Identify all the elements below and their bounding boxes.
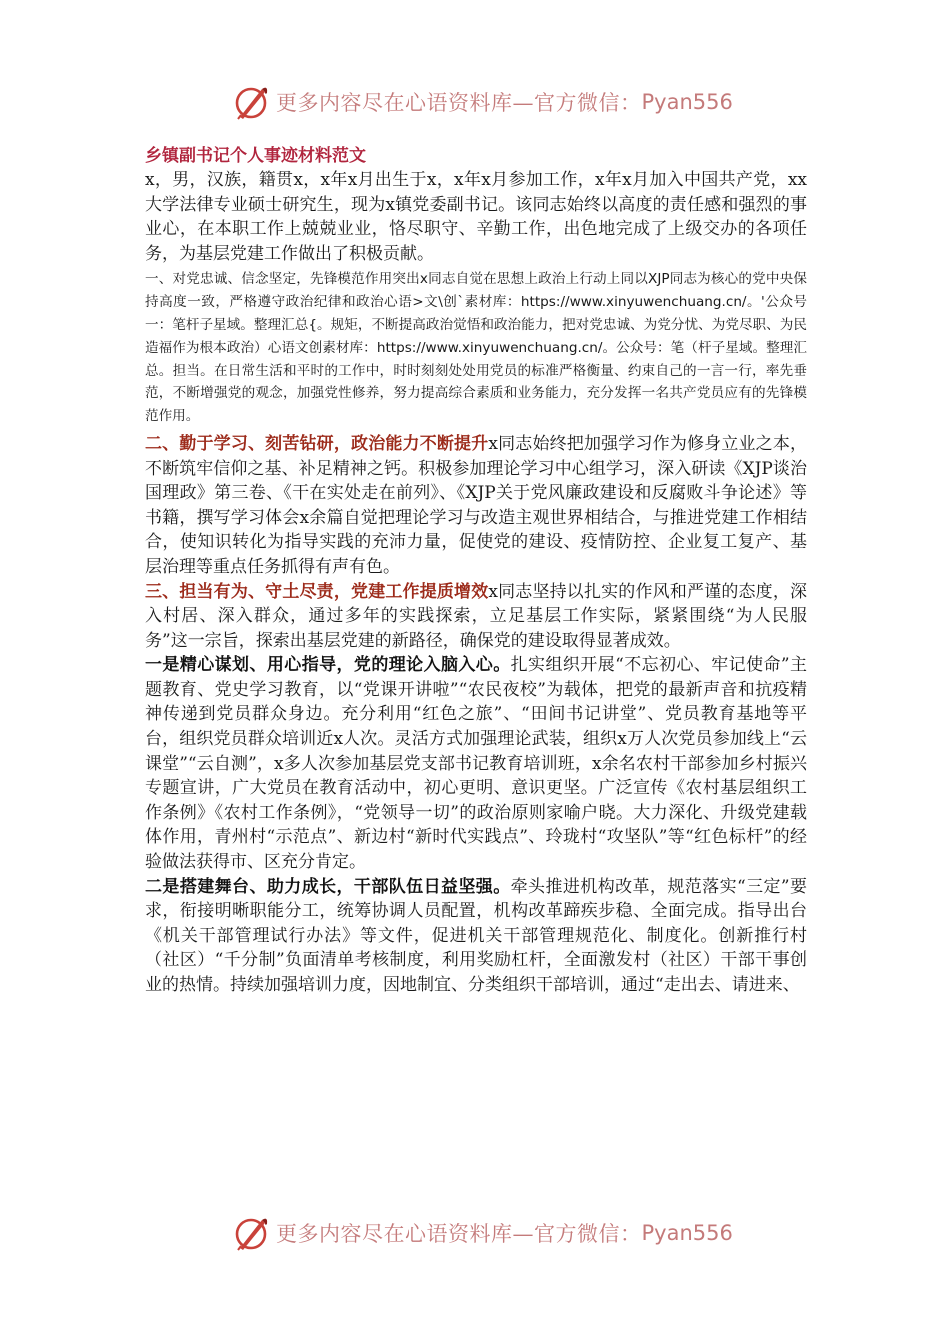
banner-wechat-id: Pyan556 — [641, 1221, 733, 1245]
document-body — [145, 144, 807, 998]
quill-pen-logo-icon — [232, 83, 270, 121]
banner-text: 更多内容尽在心语资料库—官方微信： — [276, 91, 642, 115]
section-3-heading: 三、担当有为、守土尽责，党建工作提质增效 — [145, 581, 489, 602]
section-3-paragraph — [145, 580, 807, 654]
intro-paragraph: x，男，汉族，籍贯x，x年x月出生于x，x年x月参加工作，x年x月加入中国共产党，xx大学法律专业硕士研究生，现为x镇党委副书记。该同志始终以高度的责任感和强烈的事业心，在本职工作上兢兢业业，恪尽职守、辛勤工作，出色地完成了上级交办的各项任务，为基层党建工作做出了积极贡献。 — [145, 170, 807, 264]
subsection-1-paragraph — [145, 653, 807, 874]
subsection-1-heading: 一是精心谋划、用心指导，党的理论入脑入心。 — [145, 655, 511, 676]
section-2-heading: 二、勤于学习、刻苦钻研，政治能力不断提升 — [145, 433, 489, 454]
subsection-2-heading: 二是搭建舞台、助力成长，干部队伍日益坚强。 — [145, 876, 511, 897]
subsection-1-body: 扎实组织开展“不忘初心、牢记使命”主题教育、党史学习教育，以“党课开讲啦”“农民夜校”为载体，把党的最新声音和抗疫精神传递到党员群众身边。充分利用“红色之旅”、“田间书记讲堂”、党员教育基地等平台，组织党员群众培训近x人次。灵活方式加强理论武装，组织x万人次党员参加线上“云课堂”“云自测”，x多人次参加基层党支部书记教育培训班，x余名农村干部参加乡村振兴专题宣讲，广大党员在教育活动中，初心更明、意识更坚。广泛宣传《农村基层组织工作条例》《农村工作条例》，“党领导一切”的政治原则家喻户晓。大力深化、升级党建载体作用，青州村“示范点”、新边村“新时代实践点”、玲珑村“攻坚队”等“红色标杆”的经验做法获得市、区充分肯定。 — [145, 655, 808, 873]
subsection-2-paragraph — [145, 875, 807, 998]
banner-wechat-id: Pyan556 — [641, 90, 733, 114]
quill-pen-logo-icon — [232, 1214, 270, 1252]
banner-text: 更多内容尽在心语资料库—官方微信： — [276, 1222, 642, 1246]
footer-watermark-banner — [232, 1213, 733, 1253]
subsection-2-body: 牵头推进机构改革，规范落实“三定”要求，衔接明晰职能分工，统筹协调人员配置，机构改革蹄疾步稳、全面完成。指导出台《机关干部管理试行办法》等文件，促进机关干部管理规范化、制度化。创新推行村（社区）“千分制”负面清单考核制度，利用奖励杠杆，全面激发村（社区）干部干事创业的热情。持续加强培训力度，因地制宜、分类组织干部培训，通过“走出去、请进来、 — [145, 876, 808, 996]
section-2-paragraph — [145, 432, 807, 580]
section-3-body: x同志坚持以扎实的作风和严谨的态度，深入村居、深入群众，通过多年的实践探索，立足基层工作实际，紧紧围绕“为人民服务”这一宗旨，探索出基层党建的新路径，确保党的建设取得显著成效。 — [145, 581, 807, 651]
section-1-paragraph: 一、对党忠诚、信念坚定，先锋模范作用突出x同志自觉在思想上政治上行动上同以XJP同志为核心的党中央保持高度一致，严格遵守政治纪律和政治心语>文\创`素材库：https://www.xinyuwenchuang.cn/。'公众号一：笔杆子星域。整理汇总{。规矩，不断提高政治觉悟和政治能力，把对党忠诚、为党分忧、为党尽职、为民造福作为根本政治）心语文创素材库：https://www.xinyuwenchuang.cn/。公众号：笔（杆子星域。整理汇总。担当。在日常生活和平时的工作中，时时刻刻处处用党员的标准严格衡量、约束自己的一言一行，率先垂范，不断增强党的观念，加强党性修养，努力提高综合素质和业务能力，充分发挥一名共产党员应有的先锋模范作用。 — [145, 271, 807, 425]
section-2-body: x同志始终把加强学习作为修身立业之本，不断筑牢信仰之基、补足精神之钙。积极参加理论学习中心组学习，深入研读《XJP谈治国理政》第三卷、《干在实处走在前列》、《XJP关于党风廉政建设和反腐败斗争论述》等书籍，撰写学习体会x余篇自觉把理论学习与改造主观世界相结合，与推进党建工作相结合，使知识转化为指导实践的充沛力量，促使党的建设、疫情防控、企业复工复产、基层治理等重点任务抓得有声有色。 — [145, 433, 807, 577]
document-title: 乡镇副书记个人事迹材料范文 — [145, 146, 366, 166]
header-watermark-banner — [232, 82, 733, 122]
